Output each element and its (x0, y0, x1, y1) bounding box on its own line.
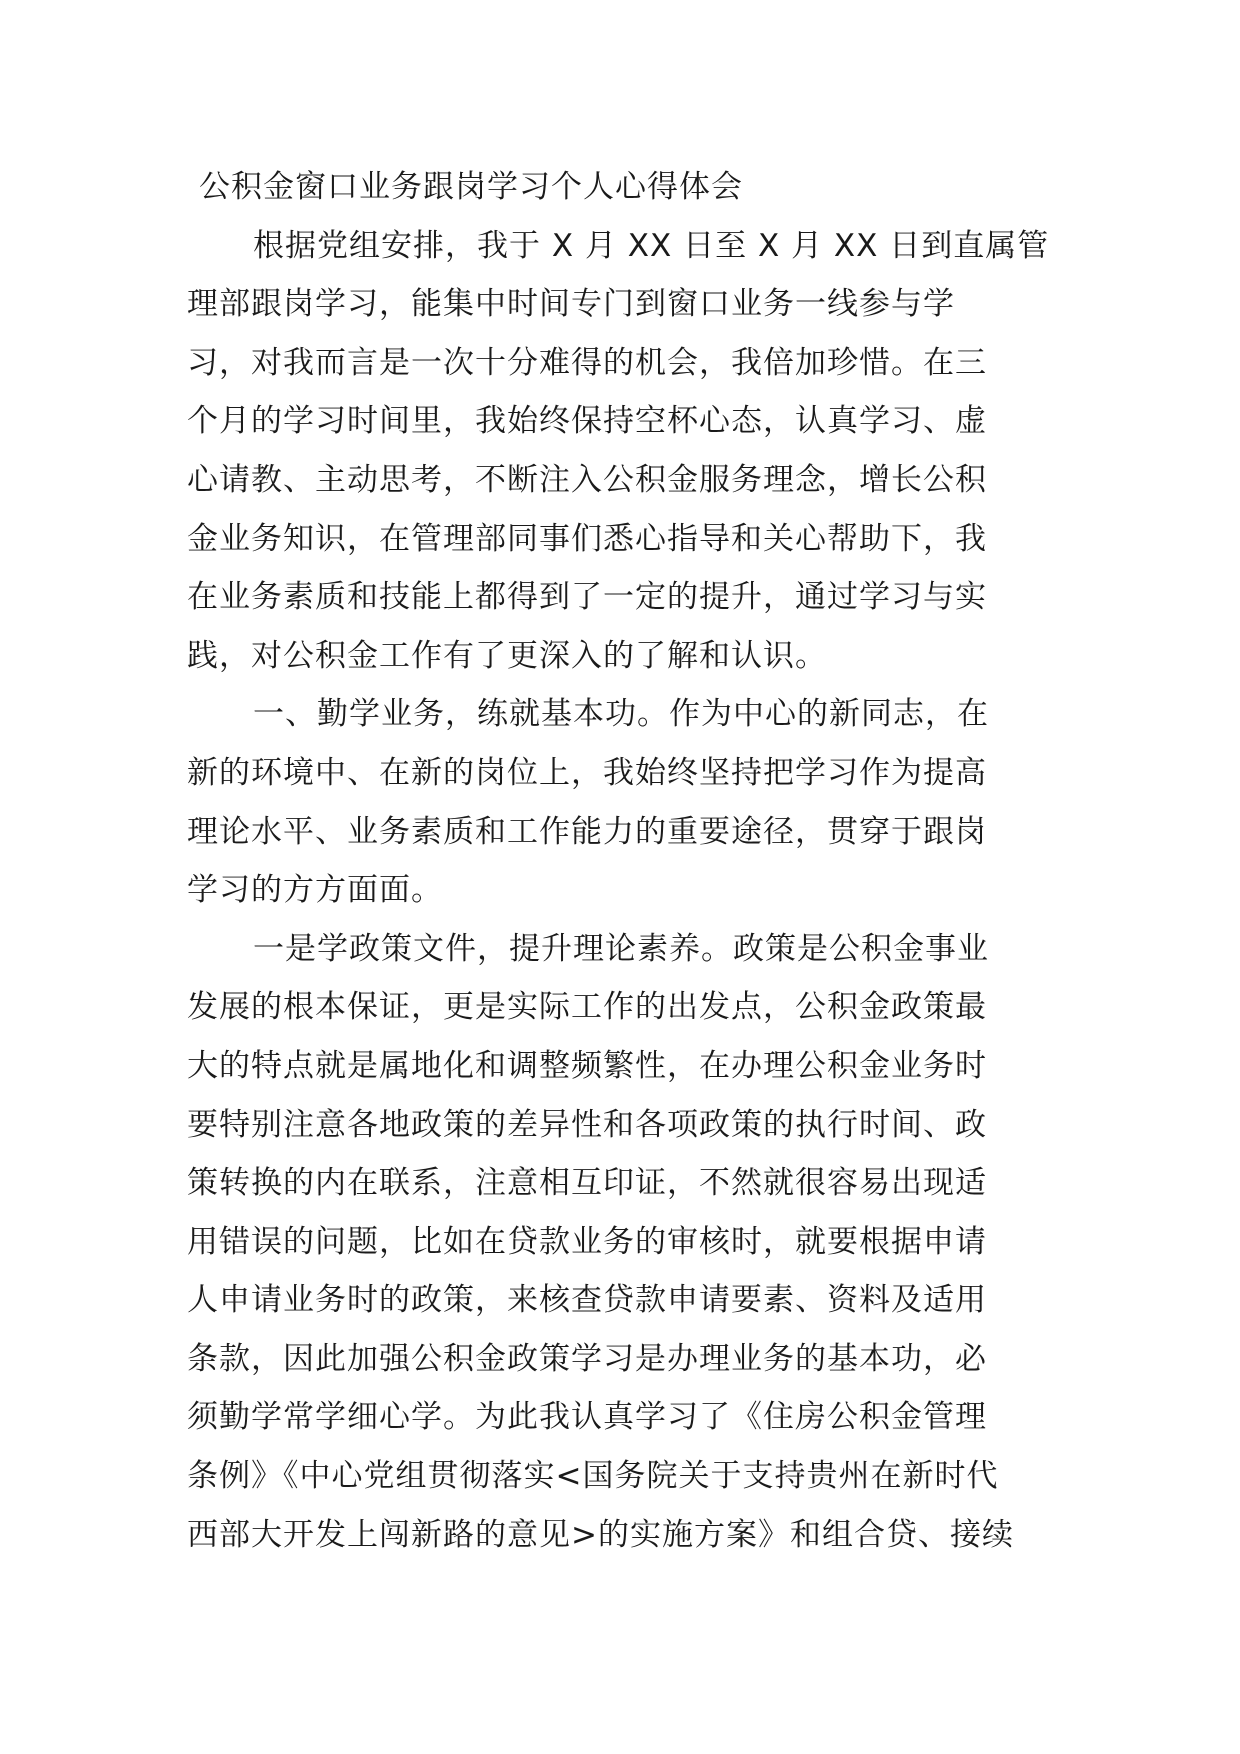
text-line: 一是学政策文件，提升理论素养。政策是公积金事业 (253, 930, 989, 967)
text-line: 在业务素质和技能上都得到了一定的提升，通过学习与实 (187, 579, 987, 616)
text-line: 策转换的内在联系，注意相互印证，不然就很容易出现适 (187, 1165, 987, 1202)
text-line: 个月的学习时间里，我始终保持空杯心态，认真学习、虚 (187, 403, 987, 440)
text-line: 一、勤学业务，练就基本功。作为中心的新同志，在 (253, 696, 989, 733)
text-line: 大的特点就是属地化和调整频繁性，在办理公积金业务时 (187, 1047, 987, 1084)
text-line: 新的环境中、在新的岗位上，我始终坚持把学习作为提高 (187, 754, 987, 791)
text-line: 发展的根本保证，更是实际工作的出发点，公积金政策最 (187, 989, 987, 1026)
text-line: 理部跟岗学习，能集中时间专门到窗口业务一线参与学 (187, 286, 955, 323)
text-line: 西部大开发上闯新路的意见>的实施方案》和组合贷、接续 (187, 1516, 1014, 1553)
text-line: 要特别注意各地政策的差异性和各项政策的执行时间、政 (187, 1106, 987, 1143)
document-title: 公积金窗口业务跟岗学习个人心得体会 (199, 169, 743, 205)
text-line: 须勤学常学细心学。为此我认真学习了《住房公积金管理 (187, 1399, 987, 1436)
document-body (187, 158, 1067, 1564)
text-line: 人申请业务时的政策，来核查贷款申请要素、资料及适用 (187, 1282, 987, 1319)
text-line: 心请教、主动思考，不断注入公积金服务理念，增长公积 (187, 461, 987, 498)
text-line: 习，对我而言是一次十分难得的机会，我倍加珍惜。在三 (187, 344, 987, 381)
text-line: 理论水平、业务素质和工作能力的重要途径，贯穿于跟岗 (187, 813, 987, 850)
text-line: 条款，因此加强公积金政策学习是办理业务的基本功，必 (187, 1340, 987, 1377)
text-line: 用错误的问题，比如在贷款业务的审核时，就要根据申请 (187, 1223, 987, 1260)
text-line: 践，对公积金工作有了更深入的了解和认识。 (187, 637, 827, 674)
paragraph-policy-study (187, 920, 1067, 1565)
paragraph-section-one (187, 685, 1067, 919)
text-line: 学习的方方面面。 (187, 872, 443, 909)
text-line: 条例》《中心党组贯彻落实<国务院关于支持贵州在新时代 (187, 1458, 999, 1495)
text-line: 根据党组安排，我于 X 月 XX 日至 X 月 XX 日到直属管 (253, 227, 1050, 264)
text-line: 金业务知识，在管理部同事们悉心指导和关心帮助下，我 (187, 520, 987, 557)
paragraph-intro (187, 217, 1067, 686)
